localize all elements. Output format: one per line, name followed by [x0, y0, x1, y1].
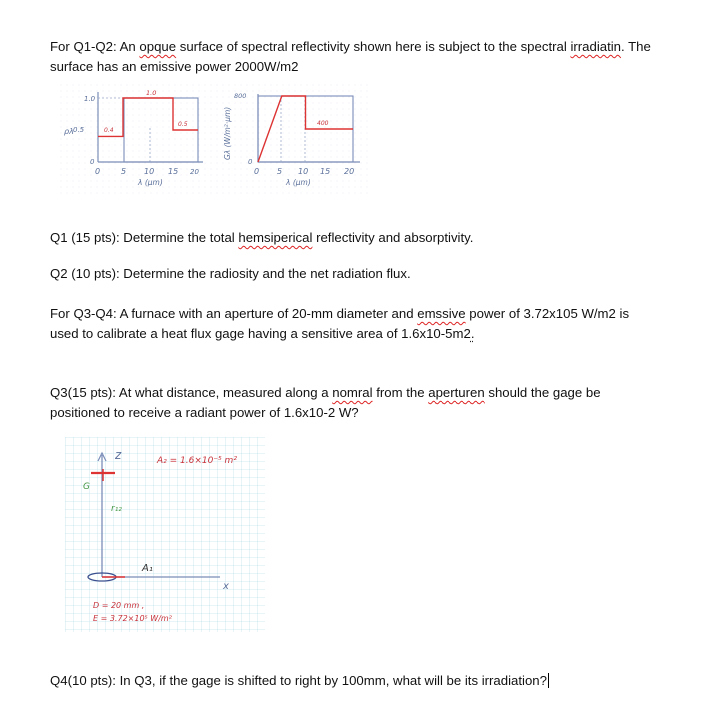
x-label: x [223, 581, 229, 592]
tick-label: 0 [248, 158, 253, 166]
intro-paragraph [50, 37, 651, 77]
question-text: Q4(10 pts): In Q3, if the gage is shifted to right by 100mm, what will be its irradiation? [50, 673, 547, 688]
tick-label: 0 [95, 167, 101, 176]
r12-label: r₁₂ [111, 504, 122, 514]
question-text: positioned to receive a radiant power of 1.6x10-2 W? [50, 405, 359, 420]
axis-label: λ (μm) [286, 178, 311, 187]
q34-intro-paragraph [50, 304, 629, 344]
g-label: G [83, 482, 90, 492]
tick-label: 5 [121, 167, 127, 176]
intro-text: used to calibrate a heat flux gage having a sensitive area of 1.6x10-5m2 [50, 326, 471, 341]
misspelled-word[interactable]: opque [139, 39, 177, 54]
misspelled-word[interactable]: hemsiperical [238, 230, 313, 245]
e-label: E = 3.72×10⁵ W/m² [93, 614, 172, 623]
misspelled-word[interactable]: nomral [332, 385, 373, 400]
tick-label: 10 [298, 167, 309, 176]
question-q2 [50, 264, 411, 284]
tick-label: 1.0 [84, 95, 96, 103]
question-text: reflectivity and absorptivity. [312, 230, 474, 245]
tick-label: 5 [277, 167, 283, 176]
question-q4 [50, 671, 549, 691]
d-label: D = 20 mm , [93, 601, 145, 610]
intro-text: power of 3.72x105 W/m2 is [465, 306, 630, 321]
axis-label: λ (μm) [138, 178, 163, 187]
a1-label: A₁ [142, 563, 153, 574]
irradiation-plot [210, 84, 370, 196]
annotation: 1.0 [146, 89, 157, 97]
a2-label: A₂ = 1.6×10⁻⁵ m² [157, 456, 237, 466]
tick-label: 0 [90, 158, 95, 166]
intro-text: . The [621, 39, 651, 54]
intro-text: For Q3-Q4: A furnace with an aperture of 20-mm diameter and [50, 306, 418, 321]
geometry-sketch [65, 437, 265, 632]
tick-label: 0 [254, 167, 260, 176]
question-text: Q3(15 pts): At what distance, measured along a [50, 385, 333, 400]
misspelled-word[interactable]: aperturen [428, 385, 485, 400]
annotation: 0.5 [178, 121, 188, 128]
question-text: from the [372, 385, 429, 400]
intro-text: surface has an emissive power 2000W/m2 [50, 59, 299, 74]
annotation: 0.4 [104, 127, 114, 134]
annotation: 400 [317, 120, 329, 127]
tick-label: 800 [234, 92, 247, 100]
misspelled-word[interactable]: irradiatin [570, 39, 622, 54]
tick-label: 15 [168, 167, 179, 176]
tick-label: 0.5 [73, 126, 85, 134]
marked-punctuation[interactable]: . [470, 326, 475, 341]
question-q3 [50, 383, 601, 423]
tick-label: 20 [190, 168, 199, 176]
question-text: Q1 (15 pts): Determine the total [50, 230, 239, 245]
axis-label: ρλ [64, 127, 74, 136]
intro-text: For Q1-Q2: An [50, 39, 140, 54]
tick-label: 20 [344, 167, 355, 176]
reflectivity-plot [60, 84, 210, 196]
z-label: z [115, 448, 122, 462]
text-cursor [548, 673, 549, 688]
question-text: Q2 (10 pts): Determine the radiosity and the net radiation flux. [50, 266, 411, 281]
axis-label: Gλ (W/m²·μm) [223, 106, 232, 160]
question-text: should the gage be [484, 385, 601, 400]
misspelled-word[interactable]: emssive [417, 306, 466, 321]
tick-label: 10 [144, 167, 155, 176]
question-q1 [50, 228, 473, 248]
tick-label: 15 [320, 167, 331, 176]
intro-text: surface of spectral reflectivity shown here is subject to the spectral [176, 39, 571, 54]
